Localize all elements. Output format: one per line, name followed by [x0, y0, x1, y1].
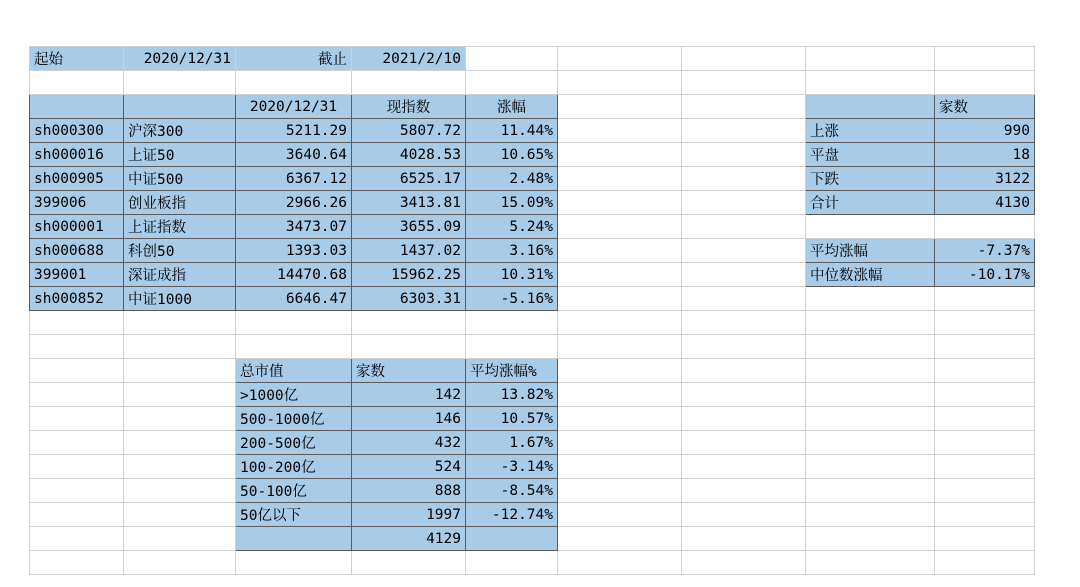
empty-cell	[935, 527, 1035, 551]
empty-cell	[682, 215, 806, 239]
index-change: 15.09%	[466, 191, 558, 215]
index-change: 5.24%	[466, 215, 558, 239]
index-code: sh000852	[30, 287, 124, 311]
empty-cell	[558, 431, 682, 455]
empty-cell	[806, 287, 935, 311]
index-header-base: 2020/12/31	[236, 95, 352, 119]
empty-cell	[935, 431, 1035, 455]
empty-cell	[30, 407, 124, 431]
table-row	[30, 359, 1035, 383]
cap-bucket: 200-500亿	[236, 431, 352, 455]
index-change: 10.31%	[466, 263, 558, 287]
index-current: 6525.17	[352, 167, 466, 191]
cap-bucket: 50-100亿	[236, 479, 352, 503]
empty-cell	[124, 311, 236, 335]
empty-cell	[124, 455, 236, 479]
index-change: 3.16%	[466, 239, 558, 263]
stat-value: -7.37%	[935, 239, 1035, 263]
empty-cell	[352, 311, 466, 335]
start-date: 2020/12/31	[124, 47, 236, 71]
cap-bucket: 500-1000亿	[236, 407, 352, 431]
empty-cell	[935, 359, 1035, 383]
empty-cell	[682, 239, 806, 263]
empty-cell	[806, 431, 935, 455]
index-code: sh000016	[30, 143, 124, 167]
cap-avg: -3.14%	[466, 455, 558, 479]
empty-cell	[558, 359, 682, 383]
empty-cell	[30, 359, 124, 383]
breadth-header-count: 家数	[935, 95, 1035, 119]
breadth-value: 990	[935, 119, 1035, 143]
table-row	[30, 239, 1035, 263]
empty-cell	[806, 311, 935, 335]
cap-bucket	[236, 527, 352, 551]
empty-cell	[806, 407, 935, 431]
empty-cell	[124, 431, 236, 455]
index-current: 5807.72	[352, 119, 466, 143]
empty-cell	[466, 335, 558, 359]
empty-cell	[466, 311, 558, 335]
empty-cell	[30, 455, 124, 479]
empty-cell	[682, 263, 806, 287]
empty-cell	[682, 287, 806, 311]
empty-cell	[124, 527, 236, 551]
empty-cell	[682, 335, 806, 359]
cap-bucket: 100-200亿	[236, 455, 352, 479]
index-base: 1393.03	[236, 239, 352, 263]
index-name: 科创50	[124, 239, 236, 263]
empty-cell	[124, 335, 236, 359]
index-base: 14470.68	[236, 263, 352, 287]
empty-cell	[682, 407, 806, 431]
empty-cell	[558, 215, 682, 239]
empty-cell	[682, 47, 806, 71]
empty-cell	[124, 551, 236, 575]
index-current: 6303.31	[352, 287, 466, 311]
breadth-value: 18	[935, 143, 1035, 167]
cap-header-count: 家数	[352, 359, 466, 383]
index-header-name	[124, 95, 236, 119]
empty-cell	[682, 191, 806, 215]
empty-cell	[558, 167, 682, 191]
empty-cell	[30, 71, 124, 95]
table-row	[30, 119, 1035, 143]
empty-cell	[124, 503, 236, 527]
index-current: 15962.25	[352, 263, 466, 287]
cap-count: 1997	[352, 503, 466, 527]
empty-cell	[352, 335, 466, 359]
empty-cell	[352, 71, 466, 95]
index-code: sh000300	[30, 119, 124, 143]
empty-cell	[124, 479, 236, 503]
empty-cell	[236, 311, 352, 335]
empty-cell	[236, 551, 352, 575]
table-row	[30, 95, 1035, 119]
table-row	[30, 287, 1035, 311]
cap-avg	[466, 527, 558, 551]
empty-cell	[30, 335, 124, 359]
empty-cell	[558, 143, 682, 167]
empty-cell	[682, 383, 806, 407]
table-row	[30, 335, 1035, 359]
cap-bucket: 50亿以下	[236, 503, 352, 527]
empty-cell	[682, 527, 806, 551]
index-base: 3640.64	[236, 143, 352, 167]
empty-cell	[935, 383, 1035, 407]
index-change: 10.65%	[466, 143, 558, 167]
empty-cell	[806, 551, 935, 575]
cap-count: 524	[352, 455, 466, 479]
table-row	[30, 215, 1035, 239]
index-header-code	[30, 95, 124, 119]
index-change: 2.48%	[466, 167, 558, 191]
empty-cell	[682, 143, 806, 167]
table-row	[30, 431, 1035, 455]
empty-cell	[558, 287, 682, 311]
cap-avg: -8.54%	[466, 479, 558, 503]
breadth-label: 上涨	[806, 119, 935, 143]
index-change: 11.44%	[466, 119, 558, 143]
empty-cell	[558, 191, 682, 215]
empty-cell	[30, 431, 124, 455]
empty-cell	[558, 479, 682, 503]
table-row	[30, 527, 1035, 551]
empty-cell	[806, 383, 935, 407]
index-code: 399001	[30, 263, 124, 287]
breadth-label: 合计	[806, 191, 935, 215]
empty-cell	[935, 479, 1035, 503]
empty-cell	[558, 47, 682, 71]
empty-cell	[682, 431, 806, 455]
index-name: 深证成指	[124, 263, 236, 287]
index-name: 中证500	[124, 167, 236, 191]
empty-cell	[682, 119, 806, 143]
cap-count: 146	[352, 407, 466, 431]
empty-cell	[806, 47, 935, 71]
stat-value: -10.17%	[935, 263, 1035, 287]
stat-label: 中位数涨幅	[806, 263, 935, 287]
index-name: 创业板指	[124, 191, 236, 215]
index-base: 6646.47	[236, 287, 352, 311]
empty-cell	[558, 119, 682, 143]
table-row	[30, 503, 1035, 527]
cap-header-bucket: 总市值	[236, 359, 352, 383]
empty-cell	[466, 47, 558, 71]
empty-cell	[935, 455, 1035, 479]
breadth-header-label	[806, 95, 935, 119]
table-row	[30, 455, 1035, 479]
table-row	[30, 311, 1035, 335]
index-header-change: 涨幅	[466, 95, 558, 119]
index-base: 3473.07	[236, 215, 352, 239]
empty-cell	[558, 335, 682, 359]
index-code: sh000905	[30, 167, 124, 191]
cap-count: 4129	[352, 527, 466, 551]
empty-cell	[806, 503, 935, 527]
end-date: 2021/2/10	[352, 47, 466, 71]
empty-cell	[935, 287, 1035, 311]
cap-avg: -12.74%	[466, 503, 558, 527]
empty-cell	[935, 407, 1035, 431]
table-row	[30, 407, 1035, 431]
stat-label: 平均涨幅	[806, 239, 935, 263]
table-row	[30, 143, 1035, 167]
empty-cell	[682, 359, 806, 383]
cap-count: 142	[352, 383, 466, 407]
empty-cell	[806, 527, 935, 551]
empty-cell	[935, 335, 1035, 359]
cap-bucket: >1000亿	[236, 383, 352, 407]
empty-cell	[558, 407, 682, 431]
empty-cell	[558, 263, 682, 287]
cap-count: 888	[352, 479, 466, 503]
empty-cell	[682, 551, 806, 575]
empty-cell	[30, 527, 124, 551]
empty-cell	[558, 95, 682, 119]
empty-cell	[806, 455, 935, 479]
empty-cell	[124, 71, 236, 95]
empty-cell	[682, 95, 806, 119]
empty-cell	[30, 479, 124, 503]
start-label: 起始	[30, 47, 124, 71]
index-name: 上证50	[124, 143, 236, 167]
empty-cell	[806, 479, 935, 503]
empty-cell	[935, 47, 1035, 71]
breadth-value: 4130	[935, 191, 1035, 215]
empty-cell	[935, 71, 1035, 95]
cap-avg: 1.67%	[466, 431, 558, 455]
index-name: 上证指数	[124, 215, 236, 239]
empty-cell	[806, 359, 935, 383]
table-row	[30, 191, 1035, 215]
empty-cell	[30, 503, 124, 527]
empty-cell	[682, 455, 806, 479]
index-code: sh000001	[30, 215, 124, 239]
table-row	[30, 167, 1035, 191]
empty-cell	[236, 71, 352, 95]
empty-cell	[558, 455, 682, 479]
empty-cell	[124, 359, 236, 383]
index-current: 3655.09	[352, 215, 466, 239]
spreadsheet-grid[interactable]	[29, 46, 1035, 575]
empty-cell	[806, 215, 935, 239]
index-base: 6367.12	[236, 167, 352, 191]
index-current: 4028.53	[352, 143, 466, 167]
cap-count: 432	[352, 431, 466, 455]
empty-cell	[682, 479, 806, 503]
empty-cell	[682, 503, 806, 527]
cap-avg: 13.82%	[466, 383, 558, 407]
empty-cell	[352, 551, 466, 575]
empty-cell	[124, 407, 236, 431]
empty-cell	[30, 311, 124, 335]
empty-cell	[935, 215, 1035, 239]
empty-cell	[682, 311, 806, 335]
breadth-value: 3122	[935, 167, 1035, 191]
index-header-current: 现指数	[352, 95, 466, 119]
empty-cell	[558, 311, 682, 335]
table-row	[30, 383, 1035, 407]
table-row	[30, 479, 1035, 503]
empty-cell	[806, 71, 935, 95]
empty-cell	[935, 311, 1035, 335]
index-name: 中证1000	[124, 287, 236, 311]
empty-cell	[558, 551, 682, 575]
empty-cell	[558, 527, 682, 551]
index-code: 399006	[30, 191, 124, 215]
empty-cell	[30, 383, 124, 407]
index-base: 2966.26	[236, 191, 352, 215]
table-row	[30, 263, 1035, 287]
table-row	[30, 551, 1035, 575]
cap-header-avg: 平均涨幅%	[466, 359, 558, 383]
empty-cell	[30, 551, 124, 575]
empty-cell	[806, 335, 935, 359]
empty-cell	[935, 551, 1035, 575]
empty-cell	[682, 71, 806, 95]
empty-cell	[558, 503, 682, 527]
index-current: 3413.81	[352, 191, 466, 215]
index-current: 1437.02	[352, 239, 466, 263]
breadth-label: 平盘	[806, 143, 935, 167]
empty-cell	[558, 383, 682, 407]
end-label: 截止	[236, 47, 352, 71]
cap-avg: 10.57%	[466, 407, 558, 431]
index-name: 沪深300	[124, 119, 236, 143]
empty-cell	[466, 71, 558, 95]
table-row	[30, 47, 1035, 71]
index-base: 5211.29	[236, 119, 352, 143]
empty-cell	[124, 383, 236, 407]
empty-cell	[558, 239, 682, 263]
empty-cell	[236, 335, 352, 359]
table-row	[30, 71, 1035, 95]
empty-cell	[682, 167, 806, 191]
index-code: sh000688	[30, 239, 124, 263]
empty-cell	[466, 551, 558, 575]
index-change: -5.16%	[466, 287, 558, 311]
breadth-label: 下跌	[806, 167, 935, 191]
empty-cell	[935, 503, 1035, 527]
empty-cell	[558, 71, 682, 95]
